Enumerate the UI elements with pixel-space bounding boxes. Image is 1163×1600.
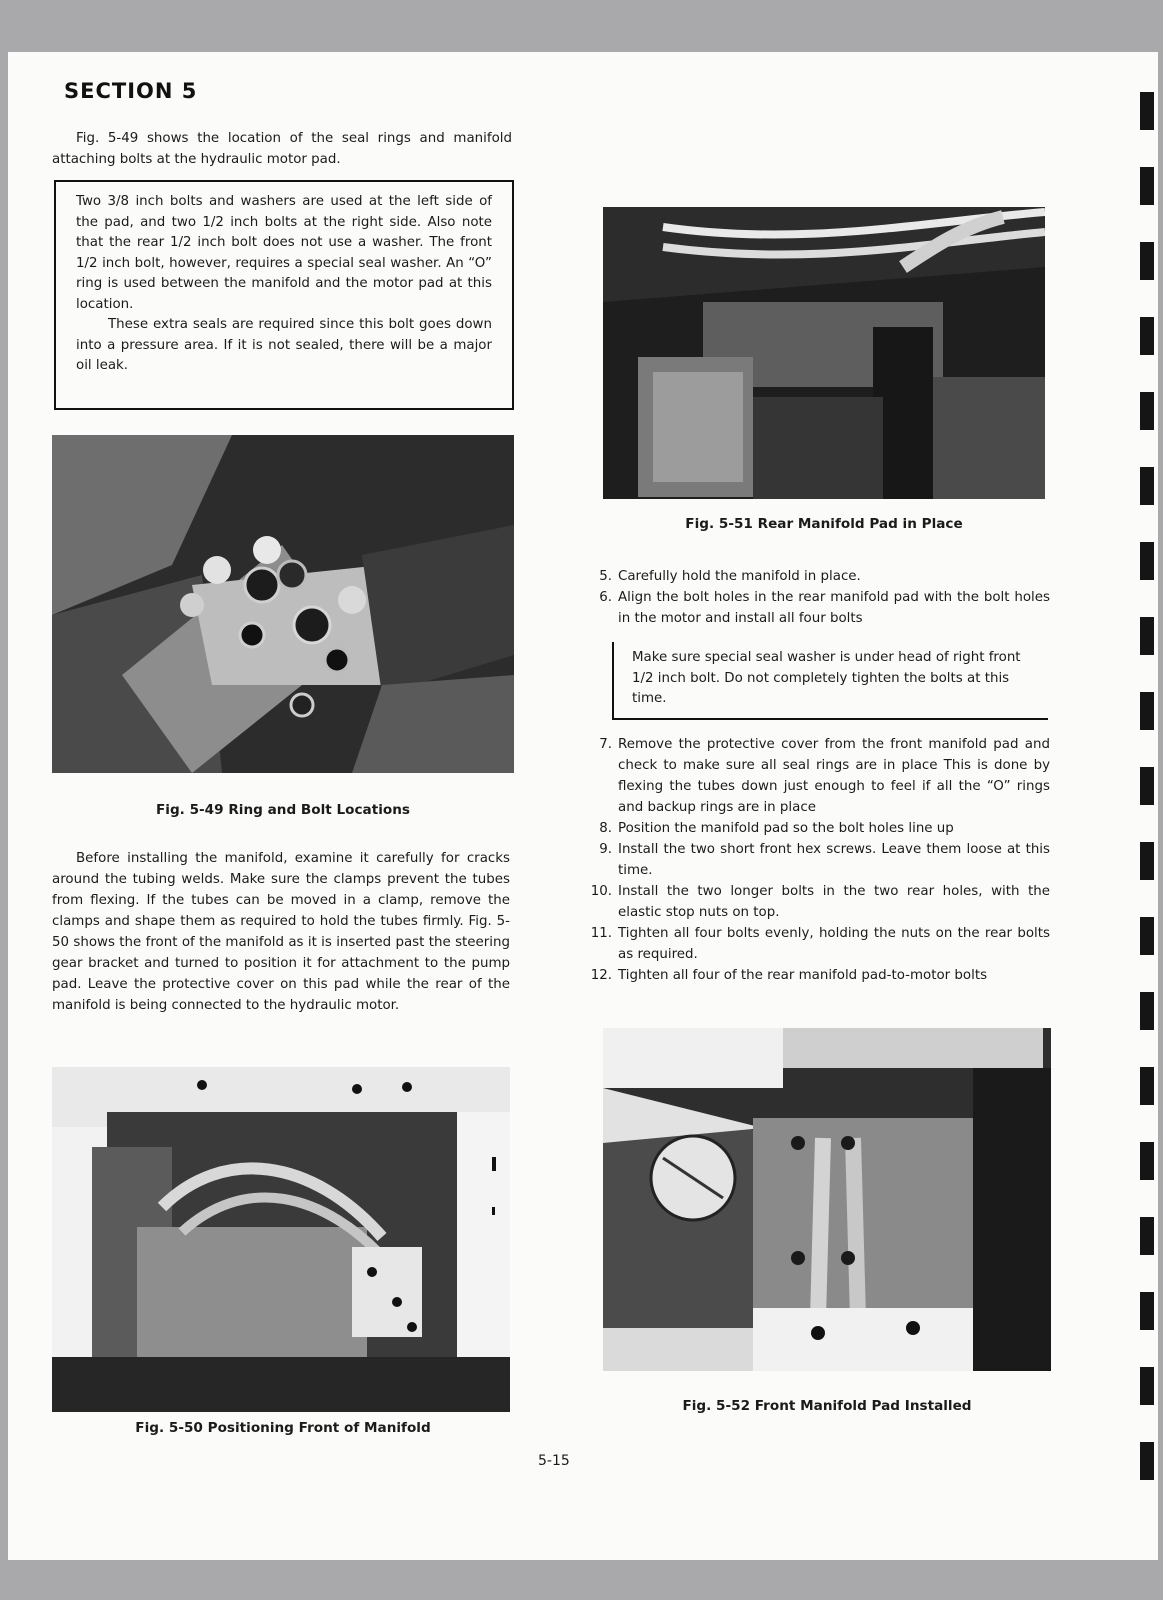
list-item <box>578 839 1050 881</box>
step-note-box: Make sure special seal washer is under head of right front 1/2 inch bolt. Do not completely tighten the bolts at this time. <box>612 642 1048 720</box>
list-item <box>578 566 1050 587</box>
list-item <box>578 923 1050 965</box>
figure-5-52-caption: Fig. 5-52 Front Manifold Pad Installed <box>682 1398 972 1414</box>
step-number: 8. <box>599 821 612 836</box>
binding-tab-mark <box>1140 917 1154 955</box>
binding-tab-mark <box>1140 317 1154 355</box>
binding-tab-mark <box>1140 92 1154 130</box>
body-paragraph: Before installing the manifold, examine it carefully for cracks around the tubing welds. Make sure the clamps prevent the tubes from flexing. If the tubes can be moved in a clamp, remove the clamps and shape them as required to hold the tubes firmly. Fig. 5-50 shows the front of the manifold as it is inserted past the steering gear bracket and turned to position it for attachment to the pump pad. Leave the protective cover on this pad while the rear of the manifold is being connected to the hydraulic motor. <box>52 851 510 1013</box>
step-number: 12. <box>590 968 612 983</box>
intro-paragraph: Fig. 5-49 shows the location of the seal rings and manifold attaching bolts at the hydraulic motor pad. <box>52 131 512 167</box>
step-number: 9. <box>599 842 612 857</box>
binding-tab-mark <box>1140 767 1154 805</box>
step-text: Align the bolt holes in the rear manifold pad with the bolt holes in the motor and install all four bolts <box>618 590 1050 626</box>
binding-tab-mark <box>1140 167 1154 205</box>
binding-tab-mark <box>1140 1292 1154 1330</box>
figure-5-50-caption: Fig. 5-50 Positioning Front of Manifold <box>135 1420 431 1436</box>
binding-tab-mark <box>1140 1067 1154 1105</box>
manual-page <box>8 52 1158 1560</box>
list-item <box>578 818 1050 839</box>
figure-5-50-photo <box>52 1067 510 1412</box>
step-text: Carefully hold the manifold in place. <box>618 569 861 584</box>
boxed-note-paragraph-1: Two 3/8 inch bolts and washers are used at the left side of the pad, and two 1/2 inch bolts at the right side. Also note that the rear 1/2 inch bolt does not use a washer. The front 1/2 inch bolt, however, requires a special seal washer. An “O” ring is used between the manifold and the motor pad at this location. <box>76 194 492 312</box>
step-text: Remove the protective cover from the front manifold pad and check to make sure all seal rings are in place This is done by flexing the tubes down just enough to feel if all the “O” rings and backup rings are in place <box>618 737 1050 815</box>
step-number: 5. <box>599 569 612 584</box>
figure-5-52-photo <box>603 1028 1051 1371</box>
steps-list-a <box>578 566 1050 629</box>
step-number: 6. <box>599 590 612 605</box>
binding-tab-mark <box>1140 992 1154 1030</box>
step-text: Install the two short front hex screws. Leave them loose at this time. <box>618 842 1050 878</box>
section-title: SECTION 5 <box>64 79 198 103</box>
step-number: 7. <box>599 737 612 752</box>
binding-tab-mark <box>1140 842 1154 880</box>
binding-tab-mark <box>1140 1142 1154 1180</box>
boxed-note-paragraph-2: These extra seals are required since this bolt goes down into a pressure area. If it is not sealed, there will be a major oil leak. <box>76 317 492 373</box>
step-number: 11. <box>590 926 612 941</box>
binding-tab-mark <box>1140 242 1154 280</box>
list-item <box>578 734 1050 818</box>
binding-tab-mark <box>1140 617 1154 655</box>
step-text: Position the manifold pad so the bolt holes line up <box>618 821 954 836</box>
binding-tab-mark <box>1140 692 1154 730</box>
figure-5-49-photo <box>52 435 514 773</box>
binding-tab-mark <box>1140 1217 1154 1255</box>
binding-tab-mark <box>1140 1367 1154 1405</box>
page-number: 5-15 <box>538 1453 570 1469</box>
figure-5-51-photo <box>603 207 1045 499</box>
list-item <box>578 881 1050 923</box>
figure-5-49-caption: Fig. 5-49 Ring and Bolt Locations <box>156 802 410 818</box>
boxed-note <box>54 180 514 410</box>
figure-5-51-caption: Fig. 5-51 Rear Manifold Pad in Place <box>685 516 963 532</box>
binding-tab-strip <box>1140 52 1154 1560</box>
steps-list-b <box>578 734 1050 986</box>
step-text: Tighten all four of the rear manifold pad-to-motor bolts <box>618 968 988 983</box>
binding-tab-mark <box>1140 1442 1154 1480</box>
list-item <box>578 965 1050 986</box>
binding-tab-mark <box>1140 542 1154 580</box>
step-text: Install the two longer bolts in the two rear holes, with the elastic stop nuts on top. <box>618 884 1050 920</box>
list-item <box>578 587 1050 629</box>
step-number: 10. <box>590 884 612 899</box>
step-text: Tighten all four bolts evenly, holding the nuts on the rear bolts as required. <box>618 926 1050 962</box>
binding-tab-mark <box>1140 392 1154 430</box>
binding-tab-mark <box>1140 467 1154 505</box>
